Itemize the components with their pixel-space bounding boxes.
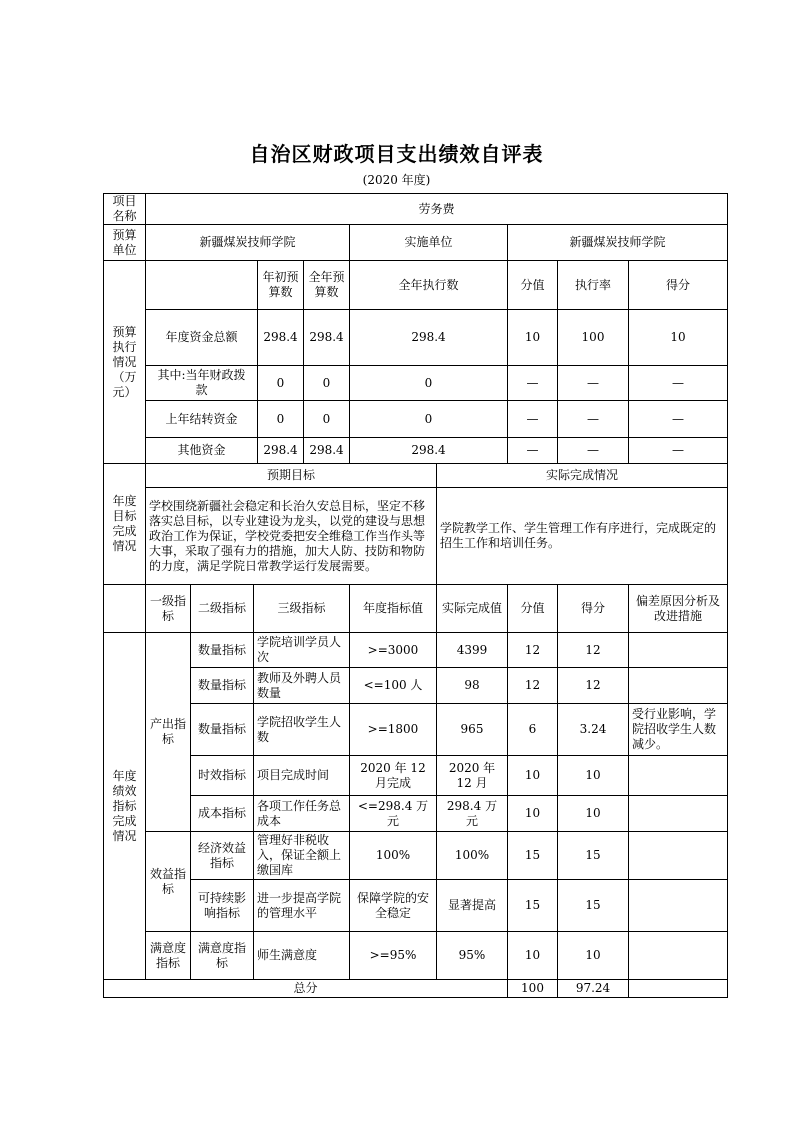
budget-unit-value: 新疆煤炭技师学院: [145, 224, 350, 261]
budget-header-initial: 年初预算数: [257, 260, 304, 310]
budget-row-score-value: —: [507, 400, 558, 438]
budget-header-score: 得分: [628, 260, 728, 310]
budget-row-executed: 0: [349, 365, 508, 401]
total-score: 97.24: [557, 979, 629, 998]
indicator-row-score: 12: [557, 667, 629, 704]
budget-row-rate: —: [557, 400, 629, 438]
goals-section-label: 年度目标完成情况: [103, 463, 146, 585]
indicator-row-level2: 时效指标: [190, 755, 254, 796]
indicator-row-actual: 100%: [436, 831, 508, 880]
total-deviation: [628, 979, 728, 998]
indicator-row-target: 2020 年 12 月完成: [349, 755, 437, 796]
indicators-header-target: 年度指标值: [349, 584, 437, 633]
budget-row-annual: 298.4: [303, 309, 350, 366]
indicator-row-level2: 满意度指标: [190, 931, 254, 980]
indicator-row-deviation: [628, 879, 728, 932]
indicator-row-score-value: 15: [507, 879, 558, 932]
goals-expected-label: 预期目标: [145, 463, 437, 488]
indicator-row-actual: 显著提高: [436, 879, 508, 932]
budget-row-executed: 298.4: [349, 309, 508, 366]
indicator-row-level2: 数量指标: [190, 667, 254, 704]
indicator-row-level3: 各项工作任务总成本: [253, 795, 350, 832]
budget-row-score: 10: [628, 309, 728, 366]
budget-row-initial: 0: [257, 400, 304, 438]
budget-row-annual: 0: [303, 365, 350, 401]
budget-row-rate: —: [557, 437, 629, 464]
implementing-unit-value: 新疆煤炭技师学院: [507, 224, 728, 261]
budget-row-rate: 100: [557, 309, 629, 366]
budget-row-rate: —: [557, 365, 629, 401]
goals-actual-label: 实际完成情况: [436, 463, 728, 488]
indicator-row-level2: 可持续影响指标: [190, 879, 254, 932]
indicator-row-level3: 教师及外聘人员数量: [253, 667, 350, 704]
indicator-row-score-value: 10: [507, 795, 558, 832]
budget-header-annual: 全年预算数: [303, 260, 350, 310]
indicator-row-score-value: 12: [507, 632, 558, 668]
budget-row-score-value: —: [507, 365, 558, 401]
indicator-row-score-value: 12: [507, 667, 558, 704]
indicators-header-level2: 二级指标: [190, 584, 254, 633]
indicator-group-benefit: 效益指标: [145, 831, 191, 932]
indicator-row-deviation: [628, 831, 728, 880]
indicator-row-level3: 管理好非税收入，保证全额上缴国库: [253, 831, 350, 880]
indicator-row-score: 3.24: [557, 703, 629, 756]
indicator-row-deviation: 受行业影响，学院招收学生人数减少。: [628, 703, 728, 756]
budget-unit-label: 预算单位: [103, 224, 146, 261]
budget-row-score: —: [628, 400, 728, 438]
budget-header-score-value: 分值: [507, 260, 558, 310]
budget-row-initial: 298.4: [257, 309, 304, 366]
budget-section-label: 预算执行情况（万元）: [103, 260, 146, 464]
indicator-row-target: >=1800: [349, 703, 437, 756]
goals-actual-text: 学院教学工作、学生管理工作有序进行，完成既定的招生工作和培训任务。: [436, 487, 728, 585]
indicator-row-level2: 成本指标: [190, 795, 254, 832]
budget-row-initial: 0: [257, 365, 304, 401]
indicators-header-level3: 三级指标: [253, 584, 350, 633]
budget-row-score-value: 10: [507, 309, 558, 366]
indicator-row-score-value: 10: [507, 755, 558, 796]
project-name-label: 项目名称: [103, 193, 146, 225]
indicator-group-satisfaction: 满意度指标: [145, 931, 191, 980]
budget-header-executed: 全年执行数: [349, 260, 508, 310]
indicator-row-actual: 965: [436, 703, 508, 756]
indicator-row-actual: 98: [436, 667, 508, 704]
budget-row-score-value: —: [507, 437, 558, 464]
indicator-row-target: <=298.4 万元: [349, 795, 437, 832]
indicators-header-blank: [103, 584, 146, 633]
budget-row-label: 其中:当年财政拨款: [145, 365, 258, 401]
budget-row-label: 其他资金: [145, 437, 258, 464]
indicator-row-level3: 师生满意度: [253, 931, 350, 980]
budget-row-score: —: [628, 365, 728, 401]
indicators-header-actual: 实际完成值: [436, 584, 508, 633]
indicator-row-actual: 4399: [436, 632, 508, 668]
budget-row-label: 上年结转资金: [145, 400, 258, 438]
indicators-section-label: 年度绩效指标完成情况: [103, 632, 146, 980]
indicator-row-target: >=3000: [349, 632, 437, 668]
indicator-row-score: 10: [557, 931, 629, 980]
page-subtitle: (2020 年度): [362, 173, 431, 187]
indicator-row-deviation: [628, 931, 728, 980]
indicator-row-level2: 数量指标: [190, 703, 254, 756]
indicator-row-level3: 学院培训学员人次: [253, 632, 350, 668]
indicators-header-deviation: 偏差原因分析及改进措施: [628, 584, 728, 633]
budget-row-executed: 0: [349, 400, 508, 438]
indicator-row-actual: 2020 年 12 月: [436, 755, 508, 796]
indicator-row-target: 100%: [349, 831, 437, 880]
project-name-value: 劳务费: [145, 193, 728, 225]
indicators-header-level1: 一级指标: [145, 584, 191, 633]
indicator-row-level3: 项目完成时间: [253, 755, 350, 796]
indicator-row-level2: 数量指标: [190, 632, 254, 668]
total-score-value: 100: [507, 979, 558, 998]
total-label: 总分: [103, 979, 508, 998]
indicator-row-level3: 学院招收学生人数: [253, 703, 350, 756]
indicator-row-score-value: 6: [507, 703, 558, 756]
indicator-row-target: >=95%: [349, 931, 437, 980]
goals-expected-text: 学校围绕新疆社会稳定和长治久安总目标，坚定不移落实总目标，以专业建设为龙头，以党的建设与思想政治工作为保证，学校党委把安全维稳工作当作头等大事，采取了强有力的措施，加大人防、技防和物防的力度，满足学院日常教学运行发展需要。: [145, 487, 437, 585]
indicator-row-score-value: 10: [507, 931, 558, 980]
implementing-unit-label: 实施单位: [349, 224, 508, 261]
budget-header-blank: [145, 260, 258, 310]
indicator-row-actual: 298.4 万元: [436, 795, 508, 832]
budget-row-annual: 298.4: [303, 437, 350, 464]
indicator-row-level2: 经济效益指标: [190, 831, 254, 880]
indicator-group-output: 产出指标: [145, 632, 191, 832]
indicator-row-deviation: [628, 632, 728, 668]
budget-row-initial: 298.4: [257, 437, 304, 464]
indicator-row-target: 保障学院的安全稳定: [349, 879, 437, 932]
indicator-row-score: 15: [557, 879, 629, 932]
budget-header-rate: 执行率: [557, 260, 629, 310]
indicator-row-score-value: 15: [507, 831, 558, 880]
indicators-header-score-value: 分值: [507, 584, 558, 633]
budget-row-label: 年度资金总额: [145, 309, 258, 366]
indicator-row-deviation: [628, 795, 728, 832]
indicator-row-deviation: [628, 667, 728, 704]
budget-row-annual: 0: [303, 400, 350, 438]
indicator-row-score: 12: [557, 632, 629, 668]
page-title: 自治区财政项目支出绩效自评表: [249, 142, 544, 166]
indicator-row-actual: 95%: [436, 931, 508, 980]
indicator-row-score: 15: [557, 831, 629, 880]
indicator-row-score: 10: [557, 795, 629, 832]
budget-row-executed: 298.4: [349, 437, 508, 464]
indicator-row-score: 10: [557, 755, 629, 796]
indicator-row-target: <=100 人: [349, 667, 437, 704]
indicators-header-score: 得分: [557, 584, 629, 633]
indicator-row-level3: 进一步提高学院的管理水平: [253, 879, 350, 932]
indicator-row-deviation: [628, 755, 728, 796]
budget-row-score: —: [628, 437, 728, 464]
